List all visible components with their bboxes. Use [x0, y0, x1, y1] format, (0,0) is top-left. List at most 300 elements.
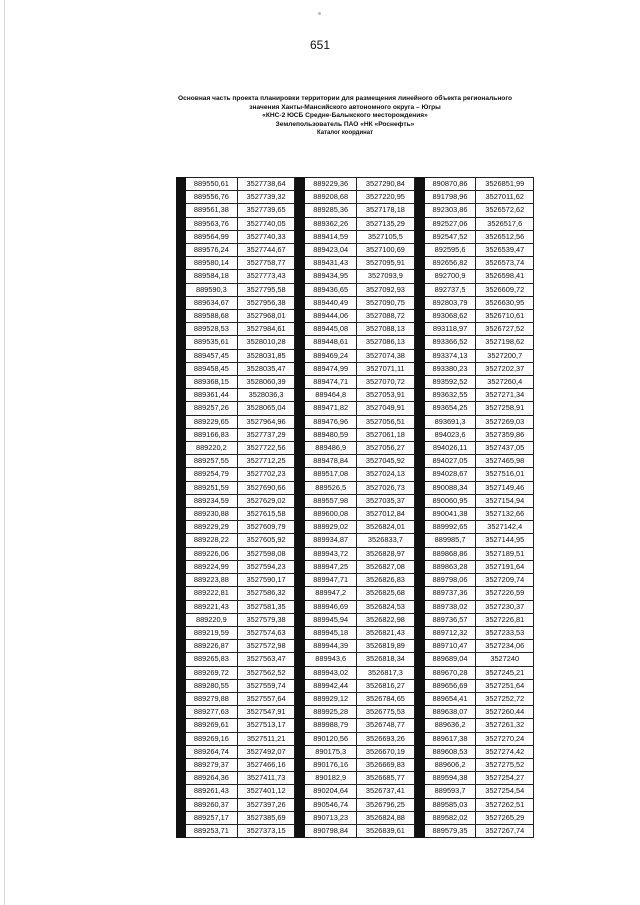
- y-coordinate-cell: 3527579,38: [237, 613, 295, 626]
- y-coordinate-cell: 3527401,12: [237, 785, 295, 798]
- y-coordinate-cell: 3527092,93: [357, 283, 415, 296]
- point-marker-cell: [177, 772, 186, 785]
- x-coordinate-cell: 890041,38: [424, 508, 476, 521]
- x-coordinate-cell: 889943,6: [305, 653, 357, 666]
- y-coordinate-cell: 3527581,35: [237, 600, 295, 613]
- x-coordinate-cell: 889590,3: [185, 283, 237, 296]
- x-coordinate-cell: 889269,16: [185, 732, 237, 745]
- point-marker-cell: [415, 468, 424, 481]
- x-coordinate-cell: 889945,18: [305, 626, 357, 639]
- point-marker-cell: [415, 494, 424, 507]
- point-marker-cell: [296, 230, 305, 243]
- point-marker-cell: [296, 376, 305, 389]
- point-marker-cell: [415, 706, 424, 719]
- point-marker-cell: [177, 204, 186, 217]
- x-coordinate-cell: 889474,71: [305, 376, 357, 389]
- table-row: [415, 323, 533, 336]
- y-coordinate-cell: 3527061,18: [357, 428, 415, 441]
- table-row: [177, 389, 295, 402]
- table-row: [177, 494, 295, 507]
- y-coordinate-cell: 3526828,97: [357, 547, 415, 560]
- y-coordinate-cell: 3527071,11: [357, 362, 415, 375]
- y-coordinate-cell: 3526670,19: [357, 745, 415, 758]
- table-row: [296, 758, 414, 771]
- point-marker-cell: [296, 270, 305, 283]
- y-coordinate-cell: 3527562,52: [237, 666, 295, 679]
- y-coordinate-cell: 3527492,07: [237, 745, 295, 758]
- point-marker-cell: [296, 574, 305, 587]
- y-coordinate-cell: 3527024,13: [357, 468, 415, 481]
- x-coordinate-cell: 889444,06: [305, 310, 357, 323]
- heading-line-1: Основная часть проекта планировки территории для размещения линейного объекта регионального: [177, 95, 513, 102]
- x-coordinate-cell: 893632,55: [424, 389, 476, 402]
- point-marker-cell: [415, 257, 424, 270]
- x-coordinate-cell: 889585,03: [424, 798, 476, 811]
- point-marker-cell: [296, 204, 305, 217]
- table-row: [415, 772, 533, 785]
- x-coordinate-cell: 893374,13: [424, 349, 476, 362]
- table-row: [296, 455, 414, 468]
- point-marker-cell: [177, 389, 186, 402]
- point-marker-cell: [177, 653, 186, 666]
- table-row: [415, 257, 533, 270]
- table-row: [177, 574, 295, 587]
- y-coordinate-cell: 3526818,34: [357, 653, 415, 666]
- point-marker-cell: [415, 640, 424, 653]
- x-coordinate-cell: 889517,08: [305, 468, 357, 481]
- y-coordinate-cell: 3526693,26: [357, 732, 415, 745]
- x-coordinate-cell: 889526,5: [305, 481, 357, 494]
- table-row: [177, 560, 295, 573]
- point-marker-cell: [415, 692, 424, 705]
- y-coordinate-cell: 3528031,85: [237, 349, 295, 362]
- y-coordinate-cell: 3527252,72: [476, 692, 534, 705]
- x-coordinate-cell: 892700,9: [424, 270, 476, 283]
- table-row: [415, 679, 533, 692]
- table-row: [177, 455, 295, 468]
- y-coordinate-cell: 3527795,58: [237, 283, 295, 296]
- point-marker-cell: [415, 719, 424, 732]
- point-marker-cell: [177, 745, 186, 758]
- y-coordinate-cell: 3527274,42: [476, 745, 534, 758]
- point-marker-cell: [415, 310, 424, 323]
- table-row: [177, 772, 295, 785]
- y-coordinate-cell: 3527513,17: [237, 719, 295, 732]
- point-marker-cell: [177, 785, 186, 798]
- point-marker-cell: [415, 547, 424, 560]
- x-coordinate-cell: 889944,39: [305, 640, 357, 653]
- table-row: [177, 178, 295, 191]
- point-marker-cell: [296, 772, 305, 785]
- x-coordinate-cell: 892595,6: [424, 244, 476, 257]
- table-row: [415, 824, 533, 837]
- table-row: [177, 508, 295, 521]
- x-coordinate-cell: 889868,86: [424, 547, 476, 560]
- y-coordinate-cell: 3527605,92: [237, 534, 295, 547]
- table-row: [296, 626, 414, 639]
- y-coordinate-cell: 3527090,75: [357, 296, 415, 309]
- point-marker-cell: [177, 719, 186, 732]
- table-row: [415, 666, 533, 679]
- y-coordinate-cell: 3528060,39: [237, 376, 295, 389]
- x-coordinate-cell: 890798,84: [305, 824, 357, 837]
- table-row: [296, 508, 414, 521]
- table-row: [415, 574, 533, 587]
- table-row: [415, 244, 533, 257]
- point-marker-cell: [415, 534, 424, 547]
- x-coordinate-cell: 889947,71: [305, 574, 357, 587]
- x-coordinate-cell: 889535,61: [185, 336, 237, 349]
- x-coordinate-cell: 889634,67: [185, 296, 237, 309]
- x-coordinate-cell: 890204,64: [305, 785, 357, 798]
- table-row: [177, 230, 295, 243]
- x-coordinate-cell: 892547,52: [424, 230, 476, 243]
- table-row: [296, 323, 414, 336]
- point-marker-cell: [296, 310, 305, 323]
- table-row: [415, 587, 533, 600]
- scan-margin-line: [4, 0, 5, 905]
- x-coordinate-cell: 889434,95: [305, 270, 357, 283]
- y-coordinate-cell: 3527105,5: [357, 230, 415, 243]
- x-coordinate-cell: 889222,81: [185, 587, 237, 600]
- point-marker-cell: [415, 442, 424, 455]
- table-row: [177, 798, 295, 811]
- point-marker-cell: [296, 244, 305, 257]
- point-marker-cell: [177, 824, 186, 837]
- table-row: [415, 336, 533, 349]
- x-coordinate-cell: 889448,61: [305, 336, 357, 349]
- point-marker-cell: [415, 283, 424, 296]
- x-coordinate-cell: 889992,65: [424, 521, 476, 534]
- y-coordinate-cell: 3527269,03: [476, 415, 534, 428]
- x-coordinate-cell: 892803,79: [424, 296, 476, 309]
- x-coordinate-cell: 892527,06: [424, 217, 476, 230]
- x-coordinate-cell: 894027,05: [424, 455, 476, 468]
- point-marker-cell: [177, 310, 186, 323]
- table-row: [296, 349, 414, 362]
- y-coordinate-cell: 3526824,88: [357, 811, 415, 824]
- x-coordinate-cell: 894023,6: [424, 428, 476, 441]
- y-coordinate-cell: 3527260,4: [476, 376, 534, 389]
- point-marker-cell: [415, 811, 424, 824]
- heading-line-4: Землепользователь ПАО «НК «Роснефть»: [275, 120, 415, 128]
- point-marker-cell: [177, 349, 186, 362]
- y-coordinate-cell: 3527739,32: [237, 191, 295, 204]
- point-marker-cell: [296, 362, 305, 375]
- x-coordinate-cell: 889608,53: [424, 745, 476, 758]
- table-row: [177, 244, 295, 257]
- y-coordinate-cell: 3527045,92: [357, 455, 415, 468]
- point-marker-cell: [177, 257, 186, 270]
- x-coordinate-cell: 889229,29: [185, 521, 237, 534]
- point-marker-cell: [296, 468, 305, 481]
- table-row: [415, 745, 533, 758]
- table-row: [415, 468, 533, 481]
- y-coordinate-cell: 3527135,29: [357, 217, 415, 230]
- y-coordinate-cell: 3527359,86: [476, 428, 534, 441]
- x-coordinate-cell: 889445,08: [305, 323, 357, 336]
- y-coordinate-cell: 3528065,04: [237, 402, 295, 415]
- point-marker-cell: [177, 481, 186, 494]
- x-coordinate-cell: 892303,86: [424, 204, 476, 217]
- y-coordinate-cell: 3528035,47: [237, 362, 295, 375]
- y-coordinate-cell: 3527220,95: [357, 191, 415, 204]
- table-row: [415, 547, 533, 560]
- table-row: [177, 706, 295, 719]
- x-coordinate-cell: 889985,7: [424, 534, 476, 547]
- y-coordinate-cell: 3527144,95: [476, 534, 534, 547]
- y-coordinate-cell: 3526512,56: [476, 230, 534, 243]
- point-marker-cell: [296, 415, 305, 428]
- point-marker-cell: [177, 402, 186, 415]
- point-marker-cell: [177, 468, 186, 481]
- x-coordinate-cell: 893068,62: [424, 310, 476, 323]
- x-coordinate-cell: 893654,25: [424, 402, 476, 415]
- y-coordinate-cell: 3527026,73: [357, 481, 415, 494]
- point-marker-cell: [177, 217, 186, 230]
- table-row: [177, 442, 295, 455]
- point-marker-cell: [296, 481, 305, 494]
- table-row: [296, 415, 414, 428]
- table-row: [296, 824, 414, 837]
- table-row: [177, 785, 295, 798]
- point-marker-cell: [415, 244, 424, 257]
- table-row: [415, 270, 533, 283]
- table-row: [177, 758, 295, 771]
- y-coordinate-cell: 3527258,91: [476, 402, 534, 415]
- y-coordinate-cell: 3526819,89: [357, 640, 415, 653]
- y-coordinate-cell: 3527100,69: [357, 244, 415, 257]
- x-coordinate-cell: 889863,28: [424, 560, 476, 573]
- point-marker-cell: [415, 600, 424, 613]
- table-row: [177, 323, 295, 336]
- point-marker-cell: [296, 785, 305, 798]
- table-row: [415, 428, 533, 441]
- point-marker-cell: [177, 442, 186, 455]
- table-row: [296, 521, 414, 534]
- point-marker-cell: [177, 626, 186, 639]
- point-marker-cell: [177, 587, 186, 600]
- coordinate-table-1: [176, 177, 295, 838]
- point-marker-cell: [177, 692, 186, 705]
- x-coordinate-cell: 889229,36: [305, 178, 357, 191]
- table-row: [415, 230, 533, 243]
- point-marker-cell: [177, 178, 186, 191]
- x-coordinate-cell: 889260,37: [185, 798, 237, 811]
- x-coordinate-cell: 894028,67: [424, 468, 476, 481]
- x-coordinate-cell: 892737,5: [424, 283, 476, 296]
- point-marker-cell: [296, 666, 305, 679]
- y-coordinate-cell: 3527074,38: [357, 349, 415, 362]
- x-coordinate-cell: 889556,76: [185, 191, 237, 204]
- point-marker-cell: [296, 706, 305, 719]
- table-row: [415, 296, 533, 309]
- table-row: [296, 653, 414, 666]
- point-marker-cell: [415, 560, 424, 573]
- x-coordinate-cell: 889579,35: [424, 824, 476, 837]
- table-row: [415, 692, 533, 705]
- point-marker-cell: [177, 732, 186, 745]
- y-coordinate-cell: 3527035,37: [357, 494, 415, 507]
- y-coordinate-cell: 3526598,41: [476, 270, 534, 283]
- y-coordinate-cell: 3527093,9: [357, 270, 415, 283]
- table-row: [296, 376, 414, 389]
- table-row: [177, 666, 295, 679]
- x-coordinate-cell: 890713,23: [305, 811, 357, 824]
- table-row: [296, 798, 414, 811]
- table-row: [177, 653, 295, 666]
- y-coordinate-cell: 3527275,52: [476, 758, 534, 771]
- table-row: [296, 244, 414, 257]
- table-row: [296, 468, 414, 481]
- x-coordinate-cell: 889606,2: [424, 758, 476, 771]
- y-coordinate-cell: 3527739,65: [237, 204, 295, 217]
- y-coordinate-cell: 3527254,27: [476, 772, 534, 785]
- x-coordinate-cell: 890088,34: [424, 481, 476, 494]
- y-coordinate-cell: 3527758,77: [237, 257, 295, 270]
- y-coordinate-cell: 3527086,13: [357, 336, 415, 349]
- point-marker-cell: [177, 244, 186, 257]
- table-row: [177, 640, 295, 653]
- point-marker-cell: [177, 574, 186, 587]
- x-coordinate-cell: 889576,24: [185, 244, 237, 257]
- y-coordinate-cell: 3527773,43: [237, 270, 295, 283]
- point-marker-cell: [296, 626, 305, 639]
- y-coordinate-cell: 3526833,7: [357, 534, 415, 547]
- point-marker-cell: [177, 706, 186, 719]
- y-coordinate-cell: 3527964,96: [237, 415, 295, 428]
- table-row: [177, 336, 295, 349]
- x-coordinate-cell: 889929,12: [305, 692, 357, 705]
- y-coordinate-cell: 3526517,6: [476, 217, 534, 230]
- y-coordinate-cell: 3527234,06: [476, 640, 534, 653]
- table-row: [177, 679, 295, 692]
- x-coordinate-cell: 889474,99: [305, 362, 357, 375]
- point-marker-cell: [415, 772, 424, 785]
- y-coordinate-cell: 3527373,15: [237, 824, 295, 837]
- y-coordinate-cell: 3526825,68: [357, 587, 415, 600]
- point-marker-cell: [296, 587, 305, 600]
- point-marker-cell: [296, 758, 305, 771]
- table-row: [415, 560, 533, 573]
- y-coordinate-cell: 3526824,01: [357, 521, 415, 534]
- y-coordinate-cell: 3527465,98: [476, 455, 534, 468]
- y-coordinate-cell: 3527149,46: [476, 481, 534, 494]
- x-coordinate-cell: 889561,38: [185, 204, 237, 217]
- x-coordinate-cell: 889798,06: [424, 574, 476, 587]
- x-coordinate-cell: 889464,8: [305, 389, 357, 402]
- coordinate-table-2: [295, 177, 414, 838]
- x-coordinate-cell: 890060,95: [424, 494, 476, 507]
- point-marker-cell: [415, 574, 424, 587]
- y-coordinate-cell: 3526685,77: [357, 772, 415, 785]
- y-coordinate-cell: 3526851,99: [476, 178, 534, 191]
- x-coordinate-cell: 889617,38: [424, 732, 476, 745]
- x-coordinate-cell: 889221,43: [185, 600, 237, 613]
- point-marker-cell: [177, 758, 186, 771]
- point-marker-cell: [296, 547, 305, 560]
- point-marker-cell: [296, 679, 305, 692]
- point-marker-cell: [177, 666, 186, 679]
- y-coordinate-cell: 3527095,91: [357, 257, 415, 270]
- x-coordinate-cell: 889636,2: [424, 719, 476, 732]
- y-coordinate-cell: 3527265,29: [476, 811, 534, 824]
- point-marker-cell: [296, 692, 305, 705]
- table-row: [415, 706, 533, 719]
- x-coordinate-cell: 889934,87: [305, 534, 357, 547]
- table-row: [177, 415, 295, 428]
- x-coordinate-cell: 889600,08: [305, 508, 357, 521]
- x-coordinate-cell: 889584,18: [185, 270, 237, 283]
- x-coordinate-cell: 889264,36: [185, 772, 237, 785]
- point-marker-cell: [296, 178, 305, 191]
- point-marker-cell: [296, 494, 305, 507]
- x-coordinate-cell: 889593,7: [424, 785, 476, 798]
- point-marker-cell: [177, 679, 186, 692]
- x-coordinate-cell: 889230,88: [185, 508, 237, 521]
- x-coordinate-cell: 889228,22: [185, 534, 237, 547]
- table-row: [415, 178, 533, 191]
- point-marker-cell: [296, 824, 305, 837]
- y-coordinate-cell: 3527738,64: [237, 178, 295, 191]
- point-marker-cell: [296, 521, 305, 534]
- x-coordinate-cell: 889269,61: [185, 719, 237, 732]
- table-row: [177, 719, 295, 732]
- y-coordinate-cell: 3527245,21: [476, 666, 534, 679]
- x-coordinate-cell: 890120,56: [305, 732, 357, 745]
- catalog-caption: Каталог координат: [316, 130, 374, 137]
- x-coordinate-cell: 889257,17: [185, 811, 237, 824]
- point-marker-cell: [296, 811, 305, 824]
- point-marker-cell: [296, 257, 305, 270]
- table-row: [415, 613, 533, 626]
- y-coordinate-cell: 3527290,84: [357, 178, 415, 191]
- x-coordinate-cell: 889261,43: [185, 785, 237, 798]
- y-coordinate-cell: 3526572,62: [476, 204, 534, 217]
- table-row: [296, 389, 414, 402]
- point-marker-cell: [296, 508, 305, 521]
- table-row: [415, 283, 533, 296]
- x-coordinate-cell: 891798,96: [424, 191, 476, 204]
- table-row: [415, 376, 533, 389]
- y-coordinate-cell: 3527132,66: [476, 508, 534, 521]
- y-coordinate-cell: 3527702,23: [237, 468, 295, 481]
- x-coordinate-cell: 889223,88: [185, 574, 237, 587]
- x-coordinate-cell: 889670,28: [424, 666, 476, 679]
- y-coordinate-cell: 3527012,84: [357, 508, 415, 521]
- x-coordinate-cell: 889476,96: [305, 415, 357, 428]
- x-coordinate-cell: 889253,71: [185, 824, 237, 837]
- y-coordinate-cell: 3527270,24: [476, 732, 534, 745]
- y-coordinate-cell: 3526826,83: [357, 574, 415, 587]
- table-row: [296, 257, 414, 270]
- y-coordinate-cell: 3527056,51: [357, 415, 415, 428]
- table-row: [177, 468, 295, 481]
- x-coordinate-cell: 889945,94: [305, 613, 357, 626]
- document-heading: [140, 95, 550, 138]
- point-marker-cell: [415, 481, 424, 494]
- x-coordinate-cell: 889220,9: [185, 613, 237, 626]
- y-coordinate-cell: 3527240: [476, 653, 534, 666]
- x-coordinate-cell: 889550,61: [185, 178, 237, 191]
- point-marker-cell: [177, 455, 186, 468]
- heading-line-2: значения Ханты-Мансийского автономного округа – Югры: [249, 103, 441, 111]
- table-row: [296, 362, 414, 375]
- x-coordinate-cell: 889469,24: [305, 349, 357, 362]
- point-marker-cell: [415, 653, 424, 666]
- point-marker-cell: [415, 270, 424, 283]
- y-coordinate-cell: 3526748,77: [357, 719, 415, 732]
